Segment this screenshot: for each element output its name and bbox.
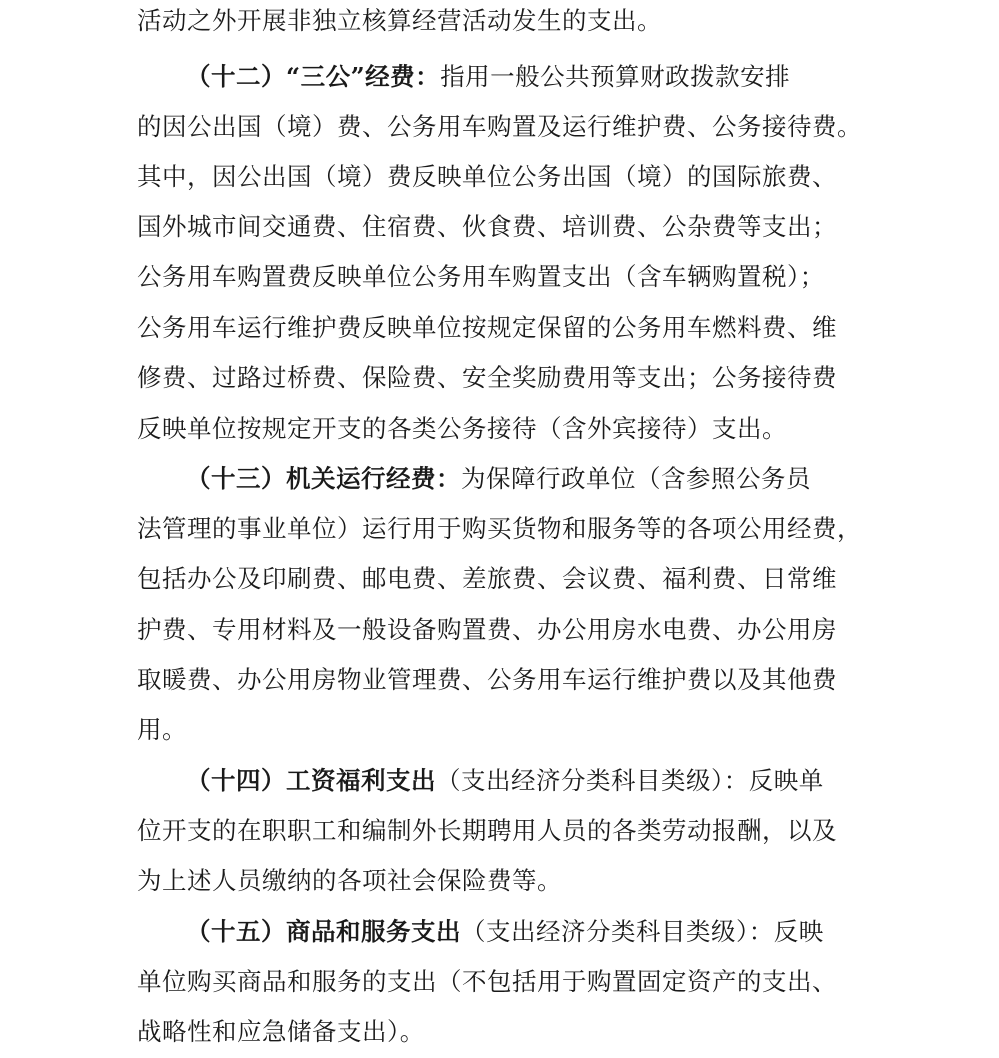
text-line: 法管理的事业单位）运行用于购买货物和服务等的各项公用经费， [137, 514, 862, 543]
section-14-text: （支出经济分类科目类级）：反映单 [436, 766, 824, 795]
section-14-heading: （十四）工资福利支出 [186, 766, 436, 795]
section-15-text: （支出经济分类科目类级）：反映 [461, 917, 824, 946]
section-12-text: 指用一般公共预算财政拨款安排 [440, 62, 791, 91]
text-line: 的因公出国（境）费、公务用车购置及运行维护费、公务接待费。 [137, 112, 862, 141]
text-line: 公务用车购置费反映单位公务用车购置支出（含车辆购置税）； [137, 262, 825, 291]
text-line: 反映单位按规定开支的各类公务接待（含外宾接待）支出。 [137, 414, 787, 443]
text-line: 修费、过路过桥费、保险费、安全奖励费用等支出；公务接待费 [137, 363, 837, 392]
section-14-first-line [186, 766, 824, 795]
section-15-heading: （十五）商品和服务支出 [186, 917, 461, 946]
text-line: 为上述人员缴纳的各项社会保险费等。 [137, 866, 562, 895]
text-line: 包括办公及印刷费、邮电费、差旅费、会议费、福利费、日常维 [137, 564, 837, 593]
text-line: 国外城市间交通费、住宿费、伙食费、培训费、公杂费等支出； [137, 212, 837, 241]
text-line: 取暖费、办公用房物业管理费、公务用车运行维护费以及其他费 [137, 665, 837, 694]
text-line: 护费、专用材料及一般设备购置费、办公用房水电费、办公用房 [137, 615, 837, 644]
section-13-heading: （十三）机关运行经费： [186, 464, 461, 493]
text-line: 其中，因公出国（境）费反映单位公务出国（境）的国际旅费、 [137, 162, 837, 191]
section-15-first-line [186, 917, 824, 946]
text-line: 活动之外开展非独立核算经营活动发生的支出。 [137, 6, 662, 35]
text-line: 位开支的在职职工和编制外长期聘用人员的各类劳动报酬，以及 [137, 816, 837, 845]
section-13-first-line [186, 464, 811, 493]
section-12-heading: （十二）“三公”经费： [186, 62, 441, 91]
text-line: 公务用车运行维护费反映单位按规定保留的公务用车燃料费、维 [137, 313, 837, 342]
text-line: 用。 [137, 715, 187, 744]
text-line: 战略性和应急储备支出）。 [137, 1017, 425, 1046]
section-12-first-line [186, 62, 791, 91]
text-line: 单位购买商品和服务的支出（不包括用于购置固定资产的支出、 [137, 967, 837, 996]
section-13-text: 为保障行政单位（含参照公务员 [461, 464, 811, 493]
